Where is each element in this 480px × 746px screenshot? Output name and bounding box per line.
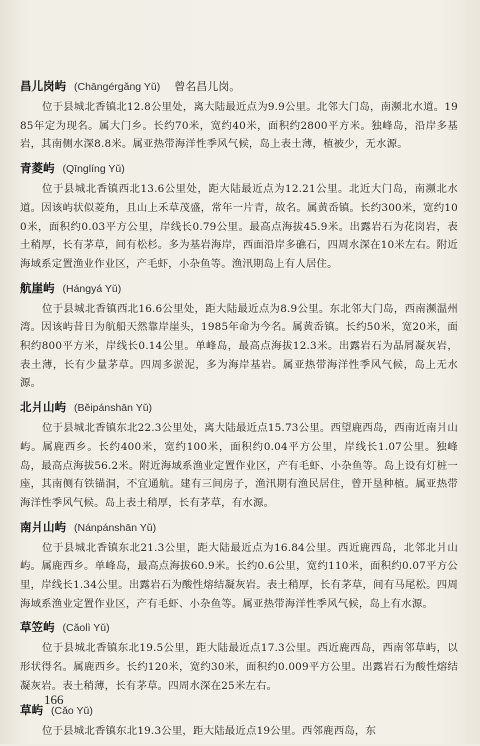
island-name: 北爿山屿: [20, 400, 66, 415]
island-name: 昌儿岗屿: [20, 79, 66, 93]
entry-hangya-yu: [20, 280, 458, 394]
island-pinyin: (Cǎolì Yǔ): [62, 622, 110, 635]
entry-changergang-yu: [20, 78, 458, 154]
entry-description: 位于县城北香镇西北16.6公里处，距大陆最近点为8.9公里。东北邻大门岛，西南濒温州湾。因该屿昔日为航船天然靠岸崖头，1985年命为今名。属黄岙镇。长约50米，宽20米，面积约800平方米，岸线长0.14公里。单峰岛，最高点海拔12.3米。出露岩石为晶屑凝灰岩，表土薄，长有少量茅草。四周多淤泥，多为海岸基岩。属亚热带海洋性季风气候，岛上无水源。: [20, 302, 458, 390]
entry-description: 位于县城北香镇东北19.3公里，距大陆最近点19公里。西邻鹿西岛，东: [42, 724, 377, 737]
former-name-note: 曾名昌儿岗。: [174, 80, 241, 93]
island-pinyin: (Hángyá Yǔ): [62, 282, 122, 295]
island-pinyin: (Cǎo Yǔ): [51, 704, 93, 717]
entry-description: 位于县城北香镇西北13.6公里处，距大陆最近点为12.21公里。北近大门岛，南濒北水道。因该屿状似菱角，且山上禾草茂盛，常年一片青，故名。属黄岙镇。长约300米，宽约100米，面积约0.03平方公里，岸线长0.79公里。最高点海拔45.9米。出露岩石为花岗岩，表土稍厚，长有茅草，间有松杉。多为基岩海岸，西面沿岸多礁石，四周水深在10米左右。附近海域系定置渔业作业区，产毛虾，小杂鱼等。渔汛期岛上有人居住。: [20, 183, 458, 270]
gazetteer-text: [20, 78, 458, 746]
entry-heading: [20, 280, 458, 296]
entry-caoli-yu: [20, 619, 458, 695]
island-pinyin: (Nánpánshān Yǔ): [74, 521, 157, 534]
entry-description: 位于县城北香镇北12.8公里处，离大陆最近点为9.9公里。北邻大门岛，南濒北水道。1985年定为现名。属大门乡。长约70米，宽约40米，面积约2800平方米。独峰岛，沿岸多基岩，其南侧水深8.8米。属亚热带海洋性季风气候，岛上表土薄，植被少，无水源。: [20, 101, 458, 151]
entry-beipanshan-yu: [20, 399, 458, 513]
island-name: 青菱屿: [20, 161, 55, 176]
entry-qingling-yu: [20, 160, 458, 274]
island-name: 航崖屿: [20, 280, 55, 295]
entry-description: 位于县城北香镇东北21.3公里，距大陆最近点为16.84公里。西近鹿西岛，北邻北爿山屿。属鹿西乡。单峰岛，最高点海拔60.9米。长约0.6公里，宽约110米，面积约0.07平方公里，岸线长1.34公里。出露岩石为酸性熔结凝灰岩。表土稍厚，长有茅草，间有马尾松。四周海域系渔业定置作业区，产有毛虾、小杂鱼等。属亚热带海洋性季风气候，岛上有水源。: [20, 541, 458, 610]
island-name: 南爿山屿: [20, 519, 66, 534]
island-pinyin: (Chāngérgǎng Yǔ): [74, 81, 161, 93]
entry-heading: [20, 702, 458, 718]
island-pinyin: (Qīnglíng Yǔ): [62, 163, 125, 176]
entry-nanpanshan-yu: [20, 519, 458, 614]
island-name: 草屿: [20, 702, 43, 717]
entry-heading: [20, 399, 458, 415]
entry-heading: [20, 78, 458, 94]
entry-description: 位于县城北香镇东北22.3公里处，离大陆最近点15.73公里。西望鹿西岛，西南近南爿山屿。属鹿西乡。长约400米，宽约100米，面积约0.04平方公里，岸线长1.07公里。独峰岛，最高点海拔56.2米。附近海域系渔业定置作业区，产有毛虾、小杂鱼等。岛上设有灯桩一座，其南侧有铁锚洞，不宜通航。建有三间房子，渔汛期有渔民居住，曾开垦种植。属亚热带海洋性季风气候。岛上表土稍厚，长有茅草，有水源。: [20, 422, 458, 509]
entry-description: 位于县城北香镇东北19.5公里，距大陆最近点17.3公里。西近鹿西岛，西南邻草屿，以形状得名。属鹿西乡。长约120米，宽约30米，面积约0.009平方公里。出露岩石为酸性熔结凝灰岩。表土稍薄，长有茅草。四周水深在25米左右。: [20, 642, 458, 692]
island-name: 草笠屿: [20, 620, 55, 635]
page-number: 166: [44, 692, 64, 707]
entry-heading: [20, 619, 458, 635]
entry-cao-yu: [20, 702, 458, 741]
entry-heading: [20, 519, 458, 535]
entry-heading: [20, 160, 458, 176]
island-pinyin: (Běipánshān Yǔ): [74, 402, 153, 415]
